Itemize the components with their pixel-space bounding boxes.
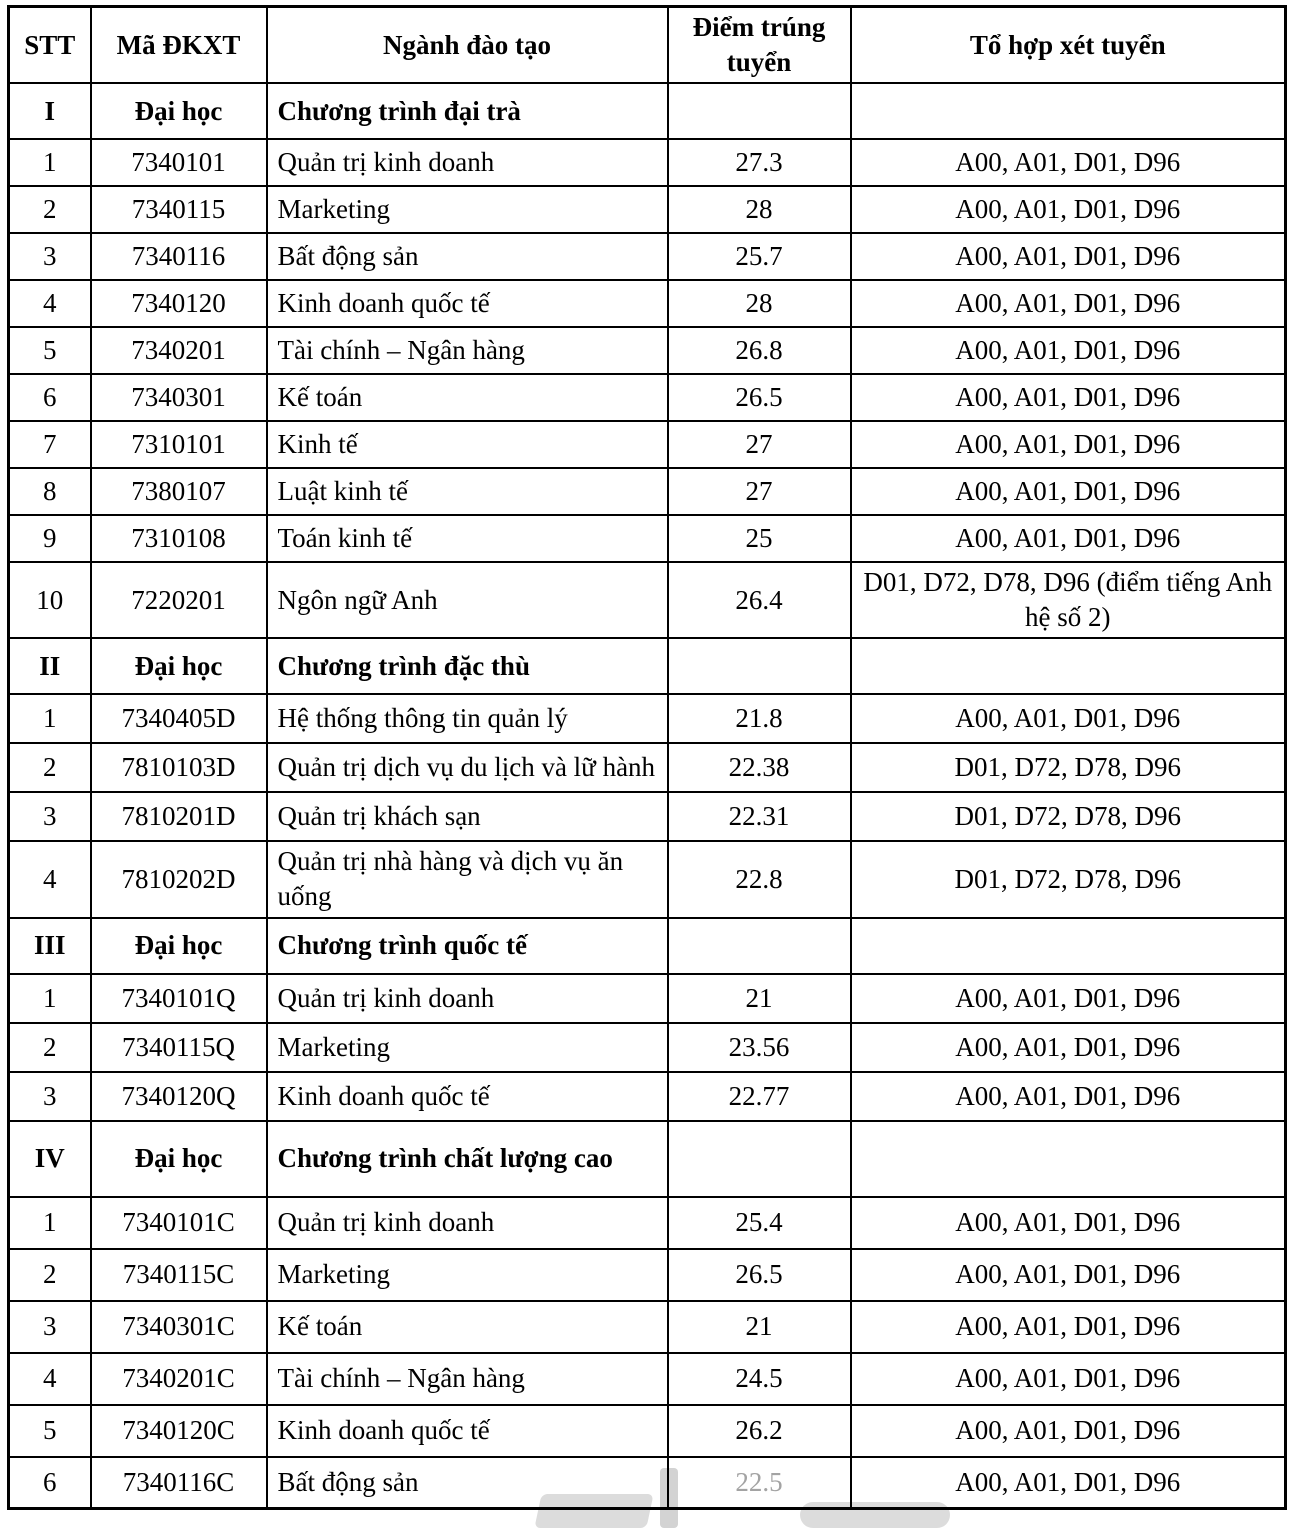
cell-code: 7340116C	[91, 1457, 267, 1509]
cell-code: 7340120	[91, 280, 267, 327]
cell-stt: 1	[9, 139, 91, 186]
table-row	[9, 743, 1286, 792]
table-row	[9, 1405, 1286, 1457]
cell-stt: 10	[9, 562, 91, 638]
header-row	[9, 7, 1286, 84]
table-row	[9, 1353, 1286, 1405]
cell-section-program: Chương trình đại trà	[267, 83, 668, 139]
table-row	[9, 1249, 1286, 1301]
cell-code: 7340301C	[91, 1301, 267, 1353]
cell-combos: A00, A01, D01, D96	[851, 421, 1286, 468]
cell-code: 7340120Q	[91, 1072, 267, 1121]
cell-code: 7340301	[91, 374, 267, 421]
cell-score: 23.56	[668, 1023, 851, 1072]
cell-major: Ngôn ngữ Anh	[267, 562, 668, 638]
table-row	[9, 421, 1286, 468]
cell-stt: 1	[9, 694, 91, 743]
cell-code: 7310108	[91, 515, 267, 562]
cell-combos: D01, D72, D78, D96	[851, 841, 1286, 917]
cell-combos: A00, A01, D01, D96	[851, 280, 1286, 327]
cell-major: Hệ thống thông tin quản lý	[267, 694, 668, 743]
cell-stt: 3	[9, 1301, 91, 1353]
table-row	[9, 1457, 1286, 1509]
cell-stt: 2	[9, 1023, 91, 1072]
table-row	[9, 974, 1286, 1023]
cell-score: 24.5	[668, 1353, 851, 1405]
cell-code: 7810103D	[91, 743, 267, 792]
cell-score: 26.4	[668, 562, 851, 638]
cell-combos: A00, A01, D01, D96	[851, 1072, 1286, 1121]
cell-section-combos-empty	[851, 83, 1286, 139]
table-row	[9, 1197, 1286, 1249]
cell-major: Toán kinh tế	[267, 515, 668, 562]
section-row	[9, 638, 1286, 694]
cell-code: 7340101	[91, 139, 267, 186]
cell-section-combos-empty	[851, 918, 1286, 974]
cell-section-program: Chương trình chất lượng cao	[267, 1121, 668, 1197]
table-row	[9, 562, 1286, 638]
cell-combos: A00, A01, D01, D96	[851, 1249, 1286, 1301]
cell-major: Quản trị kinh doanh	[267, 1197, 668, 1249]
cell-stt: 3	[9, 792, 91, 841]
cell-combos: A00, A01, D01, D96	[851, 139, 1286, 186]
cell-score: 22.5	[668, 1457, 851, 1509]
table-row	[9, 186, 1286, 233]
header-combos: Tổ hợp xét tuyển	[851, 7, 1286, 84]
cell-stt: 1	[9, 974, 91, 1023]
cell-major: Kinh doanh quốc tế	[267, 1405, 668, 1457]
cell-code: 7340115Q	[91, 1023, 267, 1072]
table-row	[9, 841, 1286, 917]
cell-stt: 3	[9, 233, 91, 280]
cell-stt: 8	[9, 468, 91, 515]
cell-combos: A00, A01, D01, D96	[851, 468, 1286, 515]
cell-code: 7310101	[91, 421, 267, 468]
table-row	[9, 327, 1286, 374]
cell-section-stt: IV	[9, 1121, 91, 1197]
cell-major: Quản trị khách sạn	[267, 792, 668, 841]
cell-major: Quản trị kinh doanh	[267, 139, 668, 186]
cell-section-score-empty	[668, 83, 851, 139]
cell-major: Kinh doanh quốc tế	[267, 1072, 668, 1121]
admission-scores-table	[7, 5, 1287, 1510]
cell-combos: A00, A01, D01, D96	[851, 974, 1286, 1023]
cell-code: 7340115	[91, 186, 267, 233]
cell-section-score-empty	[668, 918, 851, 974]
cell-score: 28	[668, 186, 851, 233]
cell-score: 26.5	[668, 1249, 851, 1301]
cell-score: 25.7	[668, 233, 851, 280]
section-row	[9, 918, 1286, 974]
header-major: Ngành đào tạo	[267, 7, 668, 84]
cell-code: 7340201	[91, 327, 267, 374]
cell-major: Marketing	[267, 1249, 668, 1301]
cell-code: 7340115C	[91, 1249, 267, 1301]
cell-combos: A00, A01, D01, D96	[851, 1457, 1286, 1509]
cell-score: 21	[668, 974, 851, 1023]
cell-combos: A00, A01, D01, D96	[851, 186, 1286, 233]
section-row	[9, 1121, 1286, 1197]
cell-combos: A00, A01, D01, D96	[851, 1405, 1286, 1457]
cell-code: 7340101Q	[91, 974, 267, 1023]
cell-major: Kế toán	[267, 374, 668, 421]
cell-score: 27	[668, 421, 851, 468]
table-row	[9, 1072, 1286, 1121]
cell-score: 26.8	[668, 327, 851, 374]
cell-major: Tài chính – Ngân hàng	[267, 327, 668, 374]
cell-stt: 4	[9, 841, 91, 917]
cell-stt: 4	[9, 280, 91, 327]
cell-code: 7340201C	[91, 1353, 267, 1405]
cell-major: Marketing	[267, 1023, 668, 1072]
cell-score: 27	[668, 468, 851, 515]
cell-stt: 1	[9, 1197, 91, 1249]
cell-code: 7340101C	[91, 1197, 267, 1249]
cell-score: 22.38	[668, 743, 851, 792]
cell-section-stt: III	[9, 918, 91, 974]
cell-combos: A00, A01, D01, D96	[851, 374, 1286, 421]
cell-major: Marketing	[267, 186, 668, 233]
cell-major: Kế toán	[267, 1301, 668, 1353]
cell-code: 7220201	[91, 562, 267, 638]
cell-combos: D01, D72, D78, D96 (điểm tiếng Anh hệ số 2)	[851, 562, 1286, 638]
cell-major: Luật kinh tế	[267, 468, 668, 515]
cell-stt: 3	[9, 1072, 91, 1121]
cell-code: 7380107	[91, 468, 267, 515]
header-code: Mã ĐKXT	[91, 7, 267, 84]
cell-stt: 2	[9, 186, 91, 233]
cell-combos: A00, A01, D01, D96	[851, 1353, 1286, 1405]
cell-stt: 2	[9, 1249, 91, 1301]
cell-score: 26.2	[668, 1405, 851, 1457]
cell-major: Bất động sản	[267, 233, 668, 280]
cell-combos: D01, D72, D78, D96	[851, 743, 1286, 792]
cell-section-level: Đại học	[91, 83, 267, 139]
cell-score: 28	[668, 280, 851, 327]
cell-combos: A00, A01, D01, D96	[851, 1023, 1286, 1072]
cell-major: Quản trị dịch vụ du lịch và lữ hành	[267, 743, 668, 792]
cell-major: Kinh tế	[267, 421, 668, 468]
cell-score: 25	[668, 515, 851, 562]
cell-stt: 5	[9, 1405, 91, 1457]
cell-section-level: Đại học	[91, 918, 267, 974]
table-row	[9, 792, 1286, 841]
cell-combos: A00, A01, D01, D96	[851, 1197, 1286, 1249]
cell-major: Kinh doanh quốc tế	[267, 280, 668, 327]
cell-stt: 7	[9, 421, 91, 468]
cell-section-combos-empty	[851, 638, 1286, 694]
section-row	[9, 83, 1286, 139]
cell-section-stt: I	[9, 83, 91, 139]
cell-combos: A00, A01, D01, D96	[851, 1301, 1286, 1353]
cell-stt: 4	[9, 1353, 91, 1405]
table-row	[9, 1023, 1286, 1072]
cell-combos: A00, A01, D01, D96	[851, 515, 1286, 562]
header-score: Điểm trúng tuyển	[668, 7, 851, 84]
cell-score: 21.8	[668, 694, 851, 743]
cell-stt: 9	[9, 515, 91, 562]
cell-score: 22.31	[668, 792, 851, 841]
table-row	[9, 694, 1286, 743]
cell-code: 7810201D	[91, 792, 267, 841]
cell-combos: A00, A01, D01, D96	[851, 327, 1286, 374]
cell-section-combos-empty	[851, 1121, 1286, 1197]
cell-stt: 2	[9, 743, 91, 792]
table-row	[9, 374, 1286, 421]
cell-score: 22.77	[668, 1072, 851, 1121]
cell-stt: 6	[9, 374, 91, 421]
cell-section-score-empty	[668, 1121, 851, 1197]
cell-score: 25.4	[668, 1197, 851, 1249]
cell-stt: 6	[9, 1457, 91, 1509]
cell-score: 21	[668, 1301, 851, 1353]
cell-major: Quản trị nhà hàng và dịch vụ ăn uống	[267, 841, 668, 917]
table-row	[9, 515, 1286, 562]
cell-section-level: Đại học	[91, 638, 267, 694]
table-row	[9, 1301, 1286, 1353]
table-row	[9, 139, 1286, 186]
cell-major: Tài chính – Ngân hàng	[267, 1353, 668, 1405]
cell-stt: 5	[9, 327, 91, 374]
cell-combos: A00, A01, D01, D96	[851, 694, 1286, 743]
cell-code: 7340116	[91, 233, 267, 280]
cell-major: Quản trị kinh doanh	[267, 974, 668, 1023]
cell-combos: D01, D72, D78, D96	[851, 792, 1286, 841]
cell-section-stt: II	[9, 638, 91, 694]
cell-major: Bất động sản	[267, 1457, 668, 1509]
cell-section-score-empty	[668, 638, 851, 694]
cell-section-level: Đại học	[91, 1121, 267, 1197]
cell-code: 7340405D	[91, 694, 267, 743]
cell-score: 22.8	[668, 841, 851, 917]
cell-score: 27.3	[668, 139, 851, 186]
cell-code: 7340120C	[91, 1405, 267, 1457]
table-row	[9, 233, 1286, 280]
cell-code: 7810202D	[91, 841, 267, 917]
cell-combos: A00, A01, D01, D96	[851, 233, 1286, 280]
table-row	[9, 280, 1286, 327]
cell-section-program: Chương trình đặc thù	[267, 638, 668, 694]
table-row	[9, 468, 1286, 515]
header-stt: STT	[9, 7, 91, 84]
cell-score: 26.5	[668, 374, 851, 421]
cell-section-program: Chương trình quốc tế	[267, 918, 668, 974]
